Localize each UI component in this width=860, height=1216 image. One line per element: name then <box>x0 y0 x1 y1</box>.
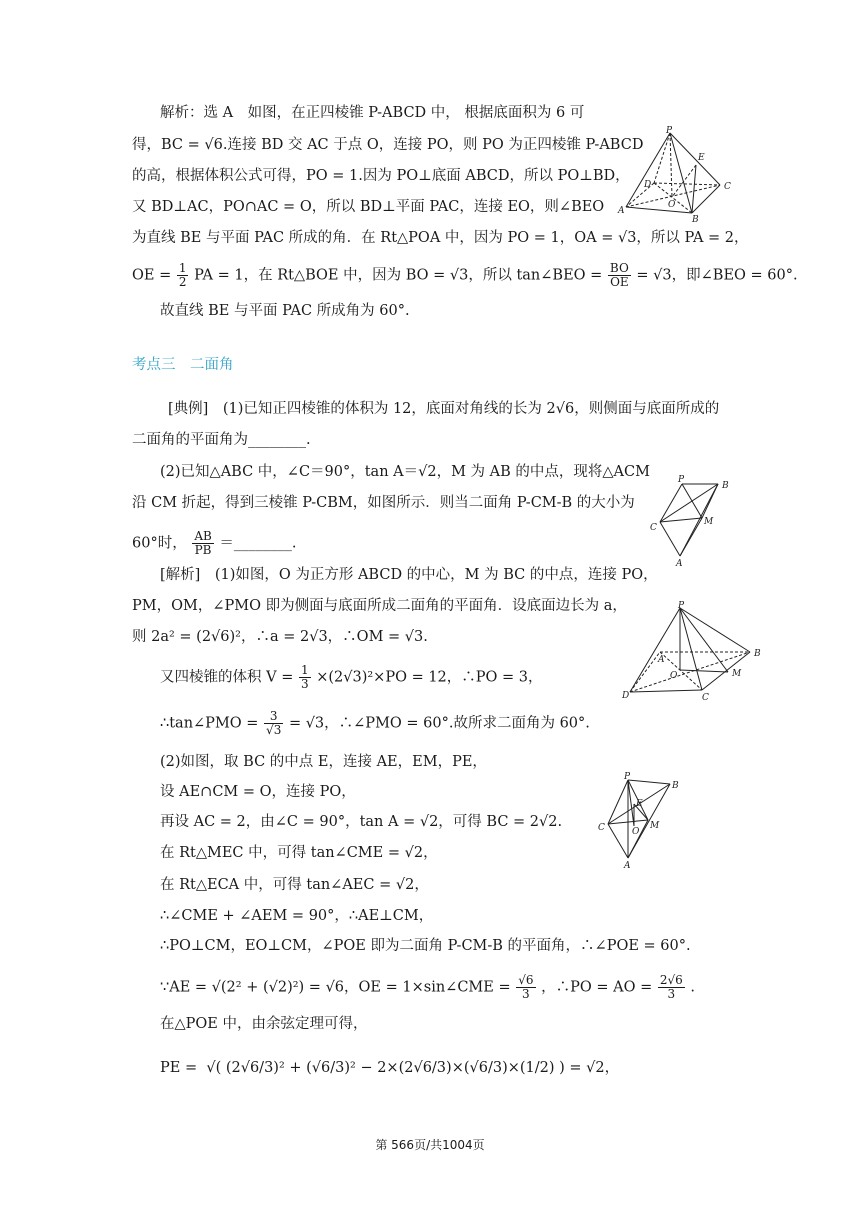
label-D: D <box>644 180 652 190</box>
pe-formula: √( (2√6/3)² + (√6/3)² − 2×(2√6/3)×(√6/3)×(1/2) ) = √2， <box>206 1060 620 1076</box>
solution-line-6: (2)如图，取 BC 的中点 E，连接 AE，EM，PE， <box>160 754 487 770</box>
fraction: $\frac{BO}{OE}$ <box>609 261 629 289</box>
label-B: B <box>722 481 729 491</box>
label-A: A <box>624 861 631 870</box>
solution-line-10: 在 Rt△ECA 中，可得 tan∠AEC = √2， <box>160 877 429 893</box>
fraction: $\frac{√6}{3}$ <box>518 973 534 1001</box>
solution-line-1: [解析] (1)如图，O 为正方形 ABCD 的中心，M 为 BC 的中点，连接 PO， <box>160 567 658 583</box>
analysis-line-3: 的高，根据体积公式可得，PO = 1.因为 PO⊥底面 ABCD，所以 PO⊥BD， <box>132 168 630 184</box>
pyramid-figure-1 <box>612 125 737 225</box>
label-C: C <box>650 523 657 533</box>
pyramid-figure-4 <box>594 770 686 870</box>
label-D: D <box>622 691 630 701</box>
fraction: $\frac{1}{2}$ <box>178 261 187 289</box>
solution-line-7: 设 AE∩CM = O，连接 PO， <box>160 784 356 800</box>
solution-line-14: 在△POE 中，由余弦定理可得， <box>160 1016 368 1032</box>
fraction: $\frac{AB}{PB}$ <box>194 529 212 557</box>
fraction: $\frac{2√6}{3}$ <box>659 973 683 1001</box>
analysis-line-4: 又 BD⊥AC，PO∩AC = O，所以 BD⊥平面 PAC，连接 EO，则∠BEO <box>132 199 605 215</box>
label-E: E <box>636 799 643 809</box>
fraction: $\frac{1}{3}$ <box>300 663 309 691</box>
page-footer: 第 566页/共1004页 <box>375 1138 485 1152</box>
label-E: E <box>698 153 705 163</box>
label-C: C <box>724 182 731 192</box>
section-title: 考点三 二面角 <box>132 357 234 373</box>
solution-line-3: 则 2a² = (2√6)²，∴a = 2√3，∴OM = √3. <box>132 629 428 645</box>
label-P: P <box>678 601 685 611</box>
analysis-line-1: 解析：选 A 如图，在正四棱锥 P-ABCD 中， 根据底面积为 6 可 <box>160 105 585 121</box>
label-A: A <box>658 655 665 665</box>
solution-line-13: ∵AE = √(2² + (√2)²) = √6，OE = 1×sin∠CME = $\frac{√6}{3}$ ，∴PO = AO = $\frac{2√6}{3}$ . <box>160 973 695 1001</box>
analysis-line-7: 故直线 BE 与平面 PAC 所成角为 60°. <box>160 303 410 319</box>
example-line-4: 沿 CM 折起，得到三棱锥 P-CBM，如图所示．则当二面角 P-CM-B 的大小为 <box>132 495 635 511</box>
solution-line-2: PM，OM，∠PMO 即为侧面与底面所成二面角的平面角．设底面边长为 a， <box>132 598 627 614</box>
label-A: A <box>618 206 625 216</box>
label-O: O <box>670 671 678 681</box>
label-C: C <box>702 693 709 703</box>
label-P: P <box>678 475 685 485</box>
solution-line-12: ∴PO⊥CM，EO⊥CM，∠POE 即为二面角 P-CM-B 的平面角，∴∠POE = 60°. <box>160 938 691 954</box>
pyramid-figure-2 <box>646 472 746 570</box>
solution-line-4: 又四棱锥的体积 V = $\frac{1}{3}$ ×(2√3)²×PO = 12，∴PO = 3， <box>160 663 543 691</box>
solution-line-9: 在 Rt△MEC 中，可得 tan∠CME = √2， <box>160 845 438 861</box>
pyramid-figure-3 <box>620 598 768 704</box>
label-B: B <box>692 215 699 225</box>
analysis-line-6: OE = $\frac{1}{2}$ PA = 1，在 Rt△BOE 中，因为 BO = √3，所以 tan∠BEO = $\frac{BO}{OE}$ = √3，即∠BEO = 60°. <box>132 261 798 289</box>
analysis-line-5: 为直线 BE 与平面 PAC 所成的角．在 Rt△POA 中，因为 PO = 1，OA = √3，所以 PA = 2， <box>132 230 749 246</box>
label-B: B <box>754 649 761 659</box>
label-P: P <box>666 126 673 136</box>
example-line-1: [典例] (1)已知正四棱锥的体积为 12，底面对角线的长为 2√6，则侧面与底面所成的 <box>168 401 720 417</box>
example-line-3: (2)已知△ABC 中，∠C＝90°，tan A＝√2，M 为 AB 的中点，现将△ACM <box>160 464 650 480</box>
solution-line-5: ∴tan∠PMO = $\frac{3}{√3}$ = √3，∴∠PMO = 60°.故所求二面角为 60°. <box>160 709 590 737</box>
example-line-2: 二面角的平面角为________. <box>132 432 311 448</box>
label-C: C <box>598 823 605 833</box>
fraction: $\frac{3}{√3}$ <box>266 709 282 737</box>
label-P: P <box>624 772 631 782</box>
label-M: M <box>650 821 660 831</box>
label-O: O <box>668 200 676 210</box>
label-M: M <box>704 517 714 527</box>
solution-line-15: PE = √( (2√6/3)² + (√6/3)² − 2×(2√6/3)×(√6/3)×(1/2) ) = √2， <box>160 1060 620 1076</box>
solution-line-8: 再设 AC = 2，由∠C = 90°，tan A = √2，可得 BC = 2√2. <box>160 814 563 830</box>
analysis-line-2: 得，BC = √6.连接 BD 交 AC 于点 O，连接 PO，则 PO 为正四棱锥 P-ABCD <box>132 137 644 153</box>
label-O: O <box>632 827 640 837</box>
solution-line-11: ∴∠CME + ∠AEM = 90°，∴AE⊥CM， <box>160 908 434 924</box>
label-A: A <box>676 559 683 569</box>
label-M: M <box>732 669 742 679</box>
example-line-5: 60°时， $\frac{AB}{PB}$ ＝________. <box>132 529 297 557</box>
label-B: B <box>672 781 679 791</box>
